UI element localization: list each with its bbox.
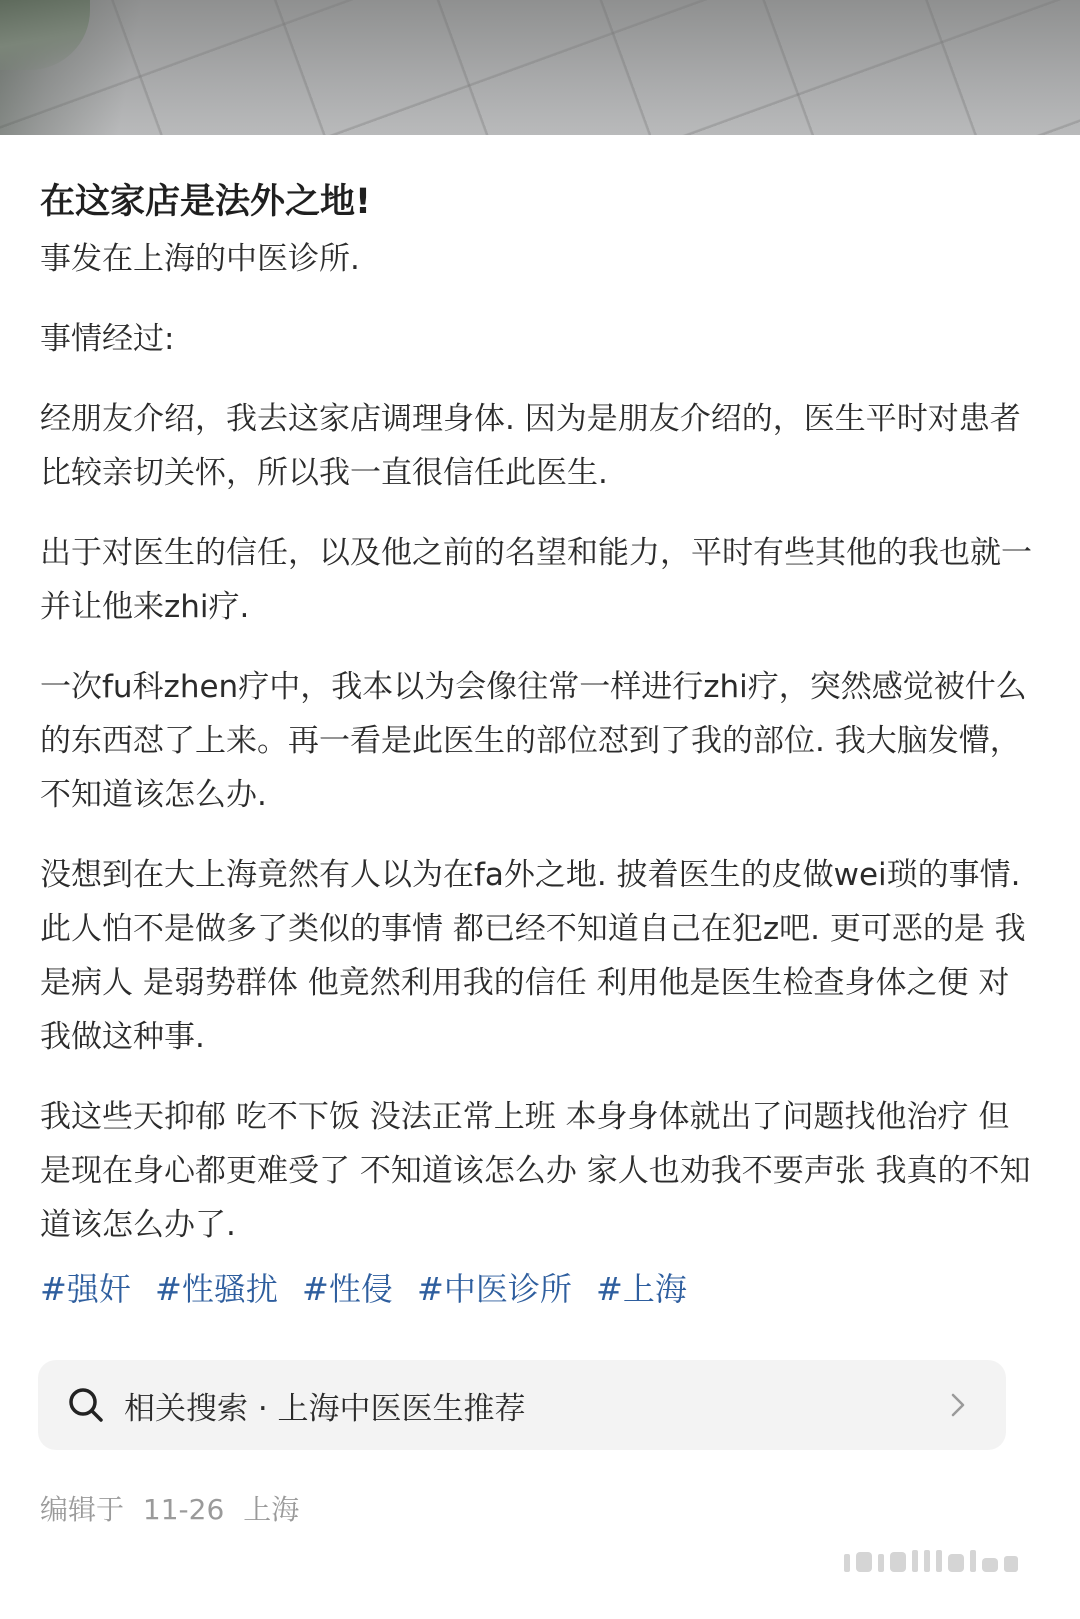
post-paragraph: 我这些天抑郁 吃不下饭 没法正常上班 本身身体就出了问题找他治疗 但是现在身心都更难受了 不知道该怎么办 家人也劝我不要声张 我真的不知道该怎么办了. [40,1099,1031,1243]
hashtag-list [40,1262,1040,1316]
edit-location: 上海 [243,1493,300,1526]
post-paragraph: 经朋友介绍，我去这家店调理身体. 因为是朋友介绍的，医生平时对患者比较亲切关怀，所以我一直很信任此医生. [40,401,1021,491]
post-paragraph: 没想到在大上海竟然有人以为在fa外之地. 披着医生的皮做wei琐的事情. 此人怕不是做多了类似的事情 都已经不知道自己在犯z吧. 更可恶的是 我是病人 是弱势群体 他竟然利用我的信任 利用他是医生检查身体之便 对我做这种事. [40,857,1026,1055]
post-content [40,172,1040,1316]
search-icon [66,1385,106,1425]
related-search-label: 相关搜索 · 上海中医医生推荐 [124,1390,526,1427]
edit-date: 11-26 [142,1493,225,1526]
photo-curb-area [0,0,90,70]
hashtag-link[interactable]: #强奸 [40,1270,131,1308]
post-paragraph: 一次fu科zhen疗中，我本以为会像往常一样进行zhi疗，突然感觉被什么的东西怼了上来。再一看是此医生的部位怼到了我的部位. 我大脑发懵，不知道该怎么办. [40,669,1027,813]
edit-info [40,1488,309,1528]
edit-prefix: 编辑于 [40,1493,125,1526]
related-search-button[interactable] [38,1360,1006,1450]
hashtag-link[interactable]: #中医诊所 [417,1270,572,1308]
post-photo[interactable] [0,0,1080,135]
post-paragraph: 事发在上海的中医诊所. [40,241,360,277]
watermark-logo-icon [842,1548,1022,1576]
hashtag-link[interactable]: #上海 [596,1270,687,1308]
chevron-right-icon [948,1390,968,1420]
hashtag-link[interactable]: #性侵 [302,1270,393,1308]
post-paragraph: 出于对医生的信任，以及他之前的名望和能力，平时有些其他的我也就一并让他来zhi疗. [40,535,1032,625]
post-paragraph: 事情经过: [40,321,175,357]
hashtag-link[interactable]: #性骚扰 [155,1270,278,1308]
post-title: 在这家店是法外之地! [40,182,371,222]
